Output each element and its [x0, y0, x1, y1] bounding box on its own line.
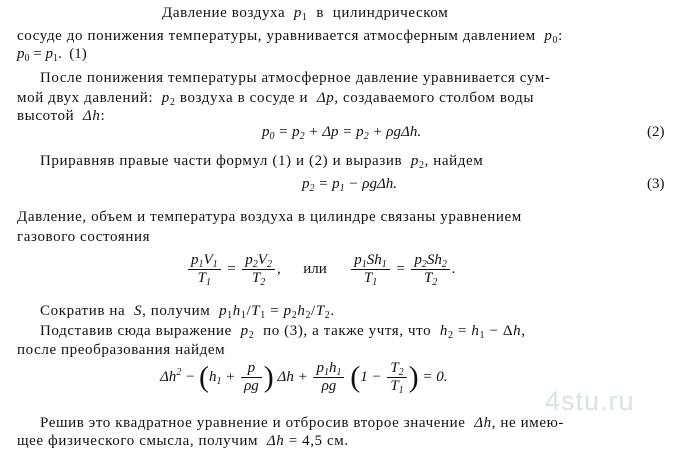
text-fragment: газового состояния — [17, 229, 151, 245]
text-line-3: $p_0 = p_1$. (1) — [17, 46, 87, 64]
fraction: $\frac{p_1h_1}{\rho g}$ — [313, 360, 344, 395]
watermark: 4stu.ru — [545, 386, 635, 416]
text-fragment: , получим — [142, 303, 211, 319]
text-fragment: Сократив на — [40, 303, 126, 319]
quadratic-equation: $\Delta h^2 - (h_1$ + $\frac{p}{\rho g}$ ) Δh + $\frac{p_1h_1}{\rho g}$ (1 − $\frac{T_2}{T_1}$ ) = 0. — [160, 360, 448, 396]
fraction: $\frac{p}{\rho g}$ — [241, 360, 262, 395]
text-fragment: , найдем — [424, 153, 484, 169]
fraction: $\frac{p_2Sh_2}{T_2}$ — [411, 252, 450, 287]
fraction: $\frac{p_1Sh_1}{T_1}$ — [351, 252, 390, 287]
text-line-10 — [17, 208, 522, 226]
text-fragment: воздуха в сосуде и — [179, 90, 309, 106]
gas-state-equations: $\frac{p_1V_1}{T_1}$ = $\frac{p_2V_2}{T_2}$ , или $\frac{p_1Sh_1}{T_1}$ = $\frac{p_2Sh_2}{T_2}$ . — [186, 252, 456, 287]
text-fragment: мой двух давлений: — [17, 90, 154, 106]
text-fragment: Давление воздуха — [162, 5, 286, 21]
text-fragment: , создаваемого столбом воды — [334, 90, 534, 106]
text-fragment: после преобразования найдем — [17, 342, 226, 358]
fraction: $\frac{p_1V_1}{T_1}$ — [188, 252, 221, 287]
text-line-13: Сократив на S, получим $p_1h_1/T_1 = p_2h_2/T_2$. — [40, 303, 335, 321]
text-line-8: Приравняв правые части формул (1) и (2) и выразив $p_2$, найдем — [40, 153, 484, 171]
equation-number-3: (3) — [647, 176, 665, 192]
fraction: $\frac{p_2V_2}{T_2}$ — [242, 252, 275, 287]
text-fragment: см. — [327, 433, 349, 449]
equation-number: (1) — [69, 46, 87, 62]
text-line-1: Давление воздуха $p_1$ в цилиндрическом — [162, 5, 449, 23]
or-word: или — [303, 260, 327, 277]
text-fragment: сосуде до понижения температуры, уравнивается атмосферным давлением — [17, 28, 536, 44]
text-fragment: Приравняв правые части формул (1) и (2) и выразив — [40, 153, 403, 169]
text-fragment: щее физического смысла, получим — [17, 433, 259, 449]
text-line-17: Решив это квадратное уравнение и отбросив второе значение Δh, не имею- — [40, 415, 565, 431]
text-line-14: Подставив сюда выражение $p_2$ по (3), а также учтя, что $h_2 = h_1 - \Delta h$, — [40, 323, 526, 341]
text-fragment: высотой — [17, 108, 75, 124]
text-fragment: Решив это квадратное уравнение и отбросив второе значение — [40, 415, 466, 431]
result-value: 4,5 — [302, 433, 323, 449]
text-fragment: , не имею- — [491, 415, 565, 431]
text-line-11 — [17, 228, 150, 246]
text-line-18: щее физического смысла, получим Δh = 4,5 см. — [17, 433, 349, 449]
text-line-5: мой двух давлений: $p_2$ воздуха в сосуде и Δp, создаваемого столбом воды — [17, 90, 534, 108]
text-line-4 — [40, 69, 550, 87]
equation-number-2: (2) — [647, 124, 665, 140]
equation-2: $p_0 = p_2 + \Delta p = p_2 + \rho g\Delta h$. — [262, 124, 422, 142]
text-fragment: по (3), а также учтя, что — [263, 323, 432, 339]
text-fragment: Подставив сюда выражение — [40, 323, 232, 339]
text-line-6: высотой Δh: — [17, 108, 106, 124]
equation-3: $p_2 = p_1 - \rho g\Delta h$. — [302, 176, 398, 194]
text-line-2: сосуде до понижения температуры, уравнивается атмосферным давлением $p_0$: — [17, 28, 563, 46]
text-fragment: После понижения температуры атмосферное давление уравнивается сум- — [40, 70, 551, 86]
text-fragment: Давление, объем и температура воздуха в цилиндре связаны уравнением — [17, 209, 522, 225]
text-line-15 — [17, 341, 225, 359]
fraction: $\frac{T_2}{T_1}$ — [387, 360, 406, 395]
